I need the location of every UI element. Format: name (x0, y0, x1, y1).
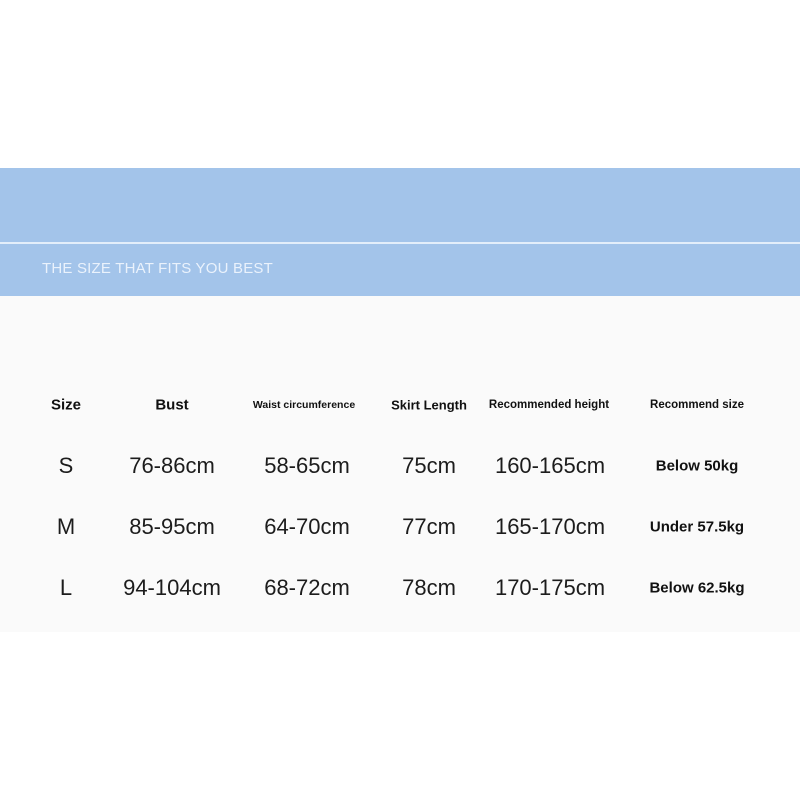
banner-divider (0, 242, 800, 244)
row-l-size: L (59, 575, 73, 600)
row-l-waist: 68-72cm (264, 575, 350, 600)
banner-title: THE SIZE THAT FITS YOU BEST (42, 260, 273, 277)
header-recommended-height: Recommended height (488, 399, 610, 411)
row-m-size: M (56, 514, 76, 539)
row-m-recommend: Under 57.5kg (649, 518, 745, 536)
row-s-bust: 76-86cm (129, 453, 215, 478)
row-s-waist: 58-65cm (264, 453, 350, 478)
row-s-height: 160-165cm (494, 453, 606, 478)
row-m-bust: 85-95cm (129, 514, 215, 539)
row-m-height: 165-170cm (494, 514, 606, 539)
header-recommend-size: Recommend size (650, 399, 744, 411)
header-size: Size (50, 396, 82, 414)
title-banner (0, 168, 800, 296)
row-m-skirt-length: 77cm (402, 514, 456, 539)
row-l-recommend: Below 62.5kg (649, 579, 745, 597)
row-l-skirt-length: 78cm (402, 575, 456, 600)
row-m-waist: 64-70cm (264, 514, 350, 539)
row-s-skirt-length: 75cm (402, 453, 456, 478)
row-s-recommend: Below 50kg (655, 457, 739, 475)
header-waist: Waist circumference (252, 399, 356, 411)
row-s-size: S (58, 453, 74, 478)
row-l-height: 170-175cm (494, 575, 606, 600)
header-skirt-length: Skirt Length (391, 397, 467, 413)
header-bust: Bust (155, 396, 189, 414)
row-l-bust: 94-104cm (123, 575, 221, 600)
